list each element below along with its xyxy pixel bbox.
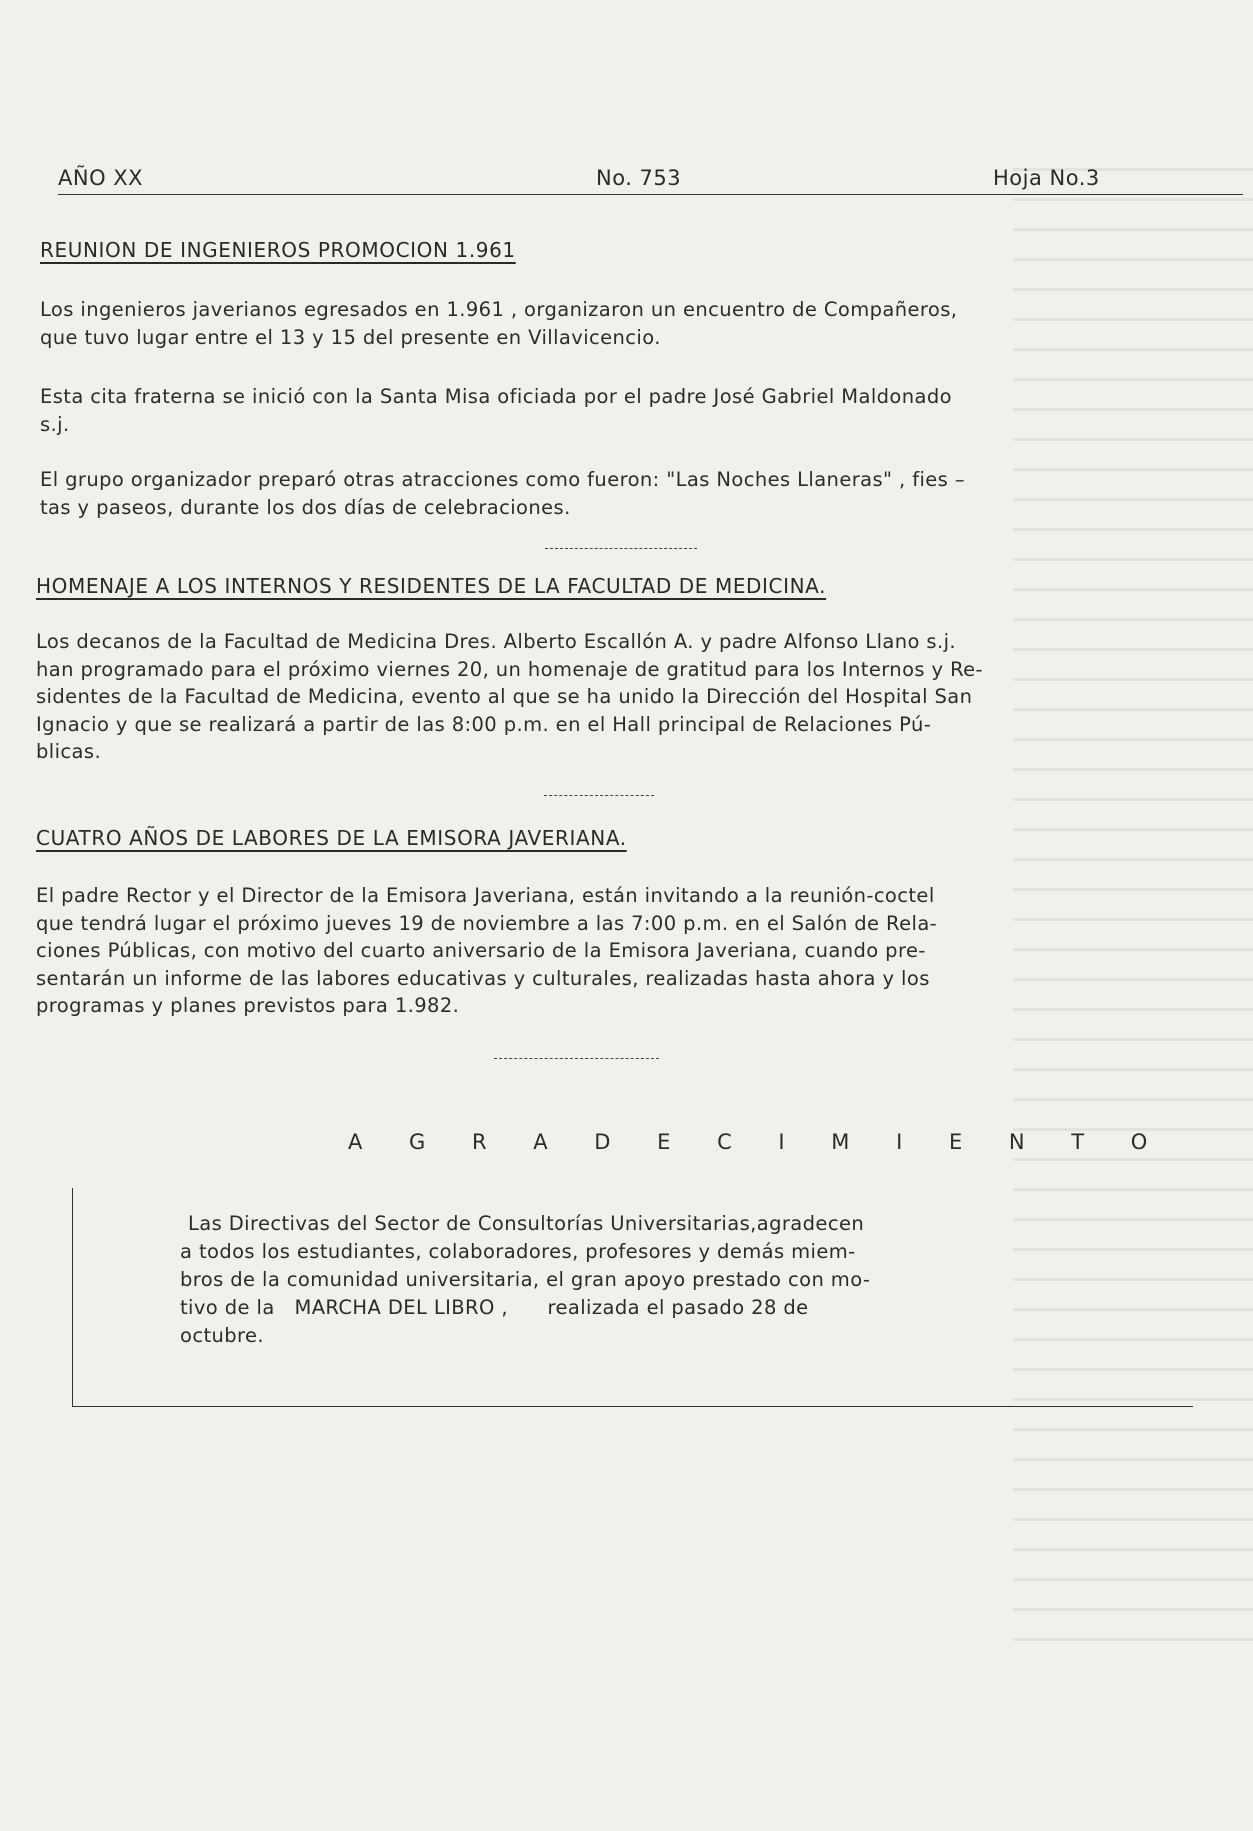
bleed-through-texture: [1013, 150, 1253, 1650]
page-header: [58, 166, 1243, 195]
acknowledgement-box: [72, 1188, 1193, 1407]
section-separator: [494, 1058, 659, 1059]
header-page-number: Hoja No.3: [993, 166, 1100, 190]
text-line: sidentes de la Facultad de Medicina, evento al que se ha unido la Dirección del Hospital San: [36, 685, 973, 708]
text-line: a todos los estudiantes, colaboradores, profesores y demás miem-: [180, 1240, 856, 1263]
text-line: que tuvo lugar entre el 13 y 15 del presente en Villavicencio.: [40, 325, 661, 349]
text-line: bros de la comunidad universitaria, el gran apoyo prestado con mo-: [180, 1268, 871, 1291]
text-line: blicas.: [36, 740, 102, 763]
section-1-paragraph-3: [40, 466, 965, 521]
section-separator: [544, 795, 654, 796]
text-line: tas y paseos, durante los dos días de celebraciones.: [40, 495, 571, 519]
text-line: programas y planes previstos para 1.982.: [36, 994, 460, 1017]
header-issue-number: No. 753: [596, 166, 682, 190]
section-separator: [545, 548, 697, 549]
acknowledgement-text: [180, 1210, 871, 1350]
text-line: sentarán un informe de las labores educativas y culturales, realizadas hasta ahora y los: [36, 966, 930, 990]
text-line: tivo de la MARCHA DEL LIBRO , realizada el pasado 28 de: [180, 1296, 809, 1319]
section-1-title: REUNION DE INGENIEROS PROMOCION 1.961: [40, 238, 516, 262]
text-line: El grupo organizador preparó otras atracciones como fueron: "Las Noches Llaneras" , fies –: [40, 468, 965, 491]
text-line: que tendrá lugar el próximo jueves 19 de noviembre a las 7:00 p.m. en el Salón de Rela-: [36, 911, 938, 935]
header-year: AÑO XX: [58, 166, 144, 190]
acknowledgement-title: A G R A D E C I M I E N T O: [348, 1130, 1168, 1154]
text-line: Los decanos de la Facultad de Medicina Dres. Alberto Escallón A. y padre Alfonso Llano s.j.: [36, 630, 956, 653]
text-line: ciones Públicas, con motivo del cuarto aniversario de la Emisora Javeriana, cuando pre-: [36, 939, 926, 962]
text-line: han programado para el próximo viernes 20, un homenaje de gratitud para los Internos y Re-: [36, 657, 983, 681]
text-line: Las Directivas del Sector de Consultorías Universitarias,agradecen: [188, 1212, 865, 1235]
text-line: octubre.: [180, 1324, 265, 1347]
text-line: Los ingenieros javerianos egresados en 1.961 , organizaron un encuentro de Compañeros,: [40, 298, 958, 321]
section-3-paragraph-1: [36, 882, 937, 1020]
text-line: Esta cita fraterna se inició con la Santa Misa oficiada por el padre José Gabriel Maldonado: [40, 385, 952, 408]
section-2-paragraph-1: [36, 628, 983, 766]
text-line: s.j.: [40, 412, 70, 436]
section-2-title: HOMENAJE A LOS INTERNOS Y RESIDENTES DE LA FACULTAD DE MEDICINA.: [36, 574, 827, 598]
section-1-paragraph-1: [40, 296, 957, 351]
section-1-paragraph-2: [40, 383, 952, 438]
text-line: El padre Rector y el Director de la Emisora Javeriana, están invitando a la reunión-coctel: [36, 884, 935, 907]
text-line: Ignacio y que se realizará a partir de las 8:00 p.m. en el Hall principal de Relaciones Pú-: [36, 712, 932, 736]
section-3-title: CUATRO AÑOS DE LABORES DE LA EMISORA JAVERIANA.: [36, 826, 627, 850]
